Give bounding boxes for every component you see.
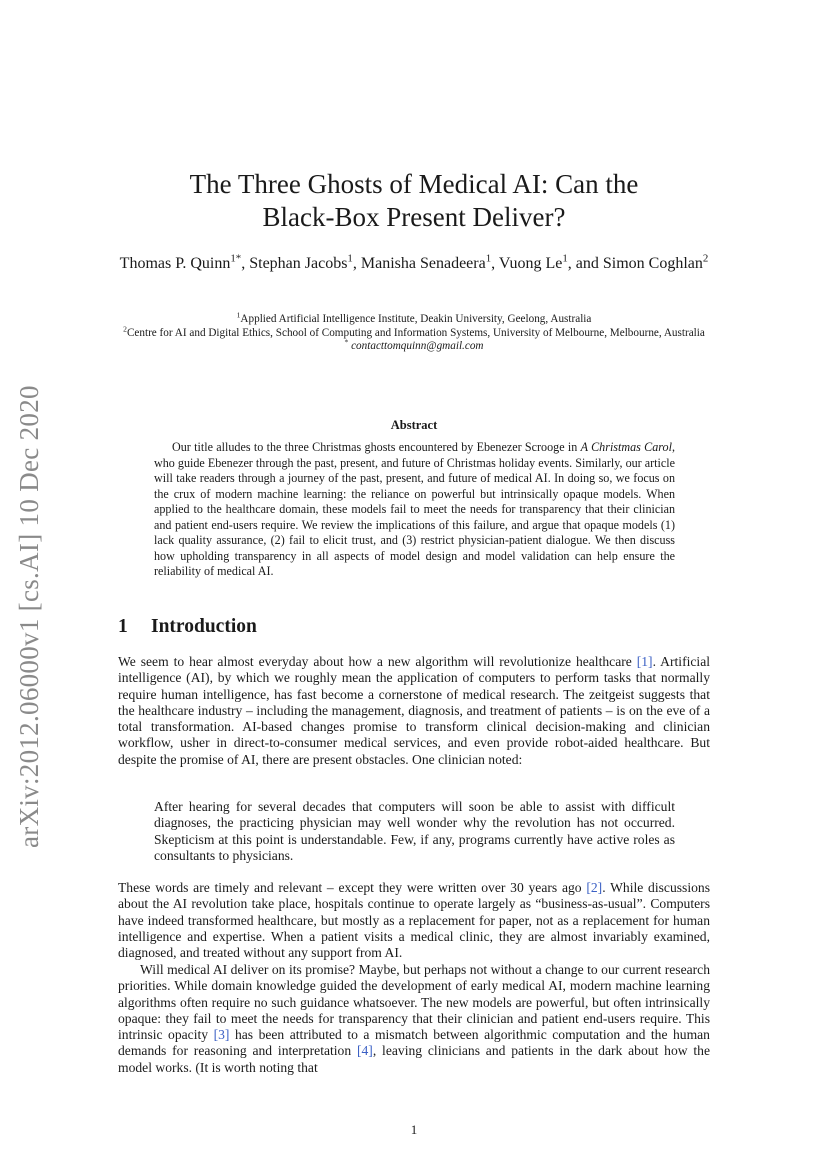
abstract-text: Our title alludes to the three Christmas ghosts encountered by Ebenezer Scrooge in A Christmas Carol, who guide Ebenezer through the past, present, and future of Christmas holiday events. Similarly, our article will take readers through a journey of the past, present, and future of medical AI. In doing so, we focus on the crux of modern machine learning: the reliance on powerful but intrinsically opaque models. When applied to the healthcare domain, these models fail to meet the needs for transparency that their clinician and patient end-users require. We review the implications of this failure, and argue that opaque models (1) lack quality assurance, (2) fail to elicit trust, and (3) restrict physician-patient dialogue. We then discuss how upholding transparency in all aspects of model design and model validation can help ensure the reliability of medical AI. bbox=[154, 440, 675, 578]
page-number: 1 bbox=[410, 1122, 418, 1137]
block-quote: After hearing for several decades that computers will soon be able to assist with difficult diagnoses, the practicing physician may well wonder why the revolution has not occurred. Skepticism at this point is understandable. Few, if any, programs currently have active roles as consultants to physicians. bbox=[154, 799, 675, 863]
author-name: Simon Coghlan bbox=[602, 255, 703, 272]
author-list: Thomas P. Quinn$^{1*}$, Stephan Jacobs$^1$, Manisha Senadeera$^1$, Vuong Le$^1$, and Simon Coghlan$^2$ bbox=[119, 252, 709, 272]
title-line-1: The Three Ghosts of Medical AI: Can the bbox=[189, 169, 639, 199]
affiliation-2: $^2$Centre for AI and Digital Ethics, School of Computing and Information Systems, University of Melbourne, Melbourne, Australia bbox=[123, 323, 705, 339]
paper-title bbox=[118, 168, 710, 234]
abstract-heading: Abstract bbox=[390, 418, 438, 432]
author-affiliation-mark: 1* bbox=[230, 252, 242, 265]
author-affiliation-mark: 1 bbox=[347, 252, 353, 265]
citation-link[interactable]: [3] bbox=[213, 1027, 230, 1043]
author-affiliation-mark: 2 bbox=[702, 252, 709, 265]
contact-email: * contacttomquinn@gmail.com bbox=[344, 337, 484, 352]
affiliations bbox=[118, 310, 710, 354]
arxiv-identifier: arXiv:2012.06000v1 [cs.AI] 10 Dec 2020 bbox=[14, 385, 44, 848]
affiliation-1: $^1$Applied Artificial Intelligence Institute, Deakin University, Geelong, Australia bbox=[236, 310, 592, 325]
author-affiliation-mark: 1 bbox=[485, 252, 492, 265]
author-affiliation-mark: 1 bbox=[562, 252, 568, 265]
author-name: Vuong Le bbox=[498, 255, 563, 272]
citation-link[interactable]: [4] bbox=[356, 1043, 373, 1059]
paragraph-1: We seem to hear almost everyday about how a new algorithm will revolutionize healthcare [1]. Artificial intelligence (AI), by which we roughly mean the application of computers to perform tasks that normally require human intelligence, has fast become a cornerstone of medical research. The zeitgeist suggests that the healthcare industry – including the management, diagnosis, and treatment of patients – is on the eve of a total transformation. AI-based changes promise to transform clinical decision-making and clinician workflow, usher in direct-to-consumer medical services, and even provide robot-aided healthcare. But despite the promise of AI, there are present obstacles. One clinician noted: bbox=[118, 654, 711, 767]
section-number: 1 bbox=[118, 616, 128, 637]
author-name: Thomas P. Quinn bbox=[119, 255, 231, 272]
author-name: Stephan Jacobs bbox=[249, 255, 348, 272]
section-title: Introduction bbox=[151, 616, 257, 637]
paragraph-3: Will medical AI deliver on its promise? Maybe, but perhaps not without a change to our current research priorities. While domain knowledge guided the development of early medical AI, modern machine learning algorithms often require no such guidance whatsoever. The new models are powerful, but often intrinsically opaque: they fail to meet the needs for transparency that their clinician and patient end-users require. This intrinsic opacity [3] has been attributed to a mismatch between algorithmic computation and the human demands for reasoning and interpretation [4], leaving clinicians and patients in the dark about how the model works. (It is worth noting that bbox=[118, 962, 711, 1075]
paragraph-2: These words are timely and relevant – except they were written over 30 years ago [2]. While discussions about the AI revolution take place, hospitals continue to operate largely as “business-as-usual”. Computers have indeed transformed healthcare, but mostly as a replacement for paper, not as a replacement for human intelligence and expertise. When a patient visits a medical clinic, they are almost invariably examined, diagnosed, and treated without any support from AI. bbox=[118, 880, 710, 961]
citation-link[interactable]: [2] bbox=[586, 880, 603, 895]
section-heading bbox=[118, 616, 257, 638]
citation-link[interactable]: [1] bbox=[636, 654, 653, 669]
title-line-2: Black-Box Present Deliver? bbox=[262, 202, 566, 232]
book-title: A Christmas Carol bbox=[580, 440, 672, 454]
author-name: Manisha Senadeera bbox=[360, 255, 486, 272]
